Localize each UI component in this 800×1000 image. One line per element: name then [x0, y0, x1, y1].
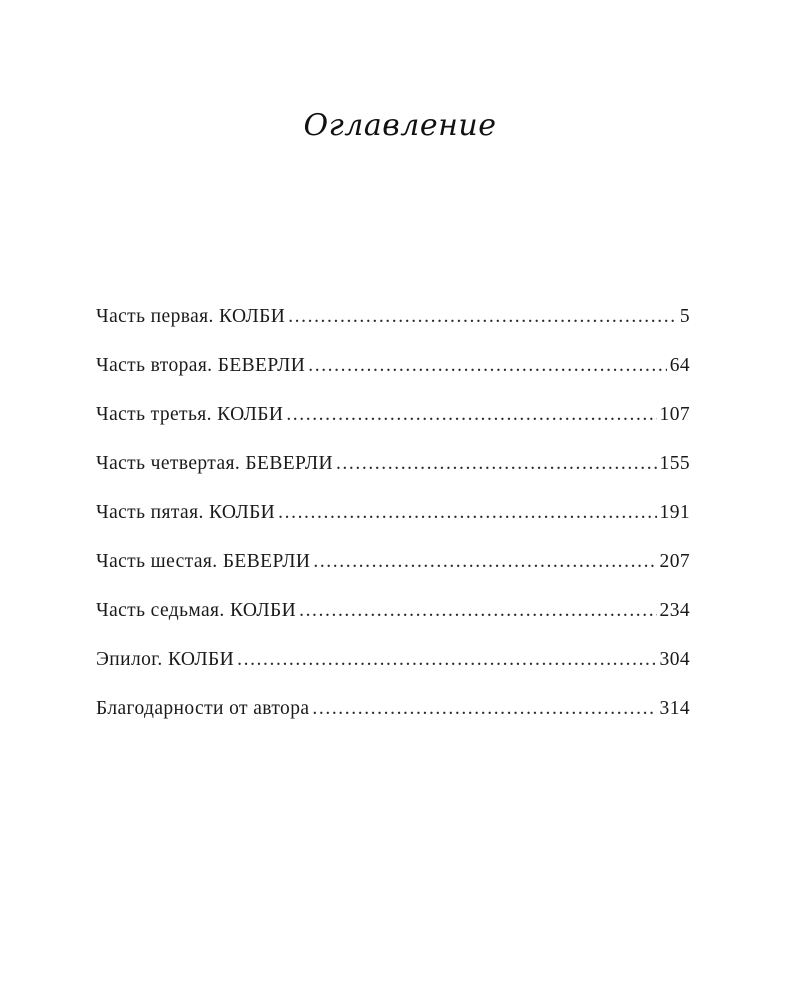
toc-entry-page: 107 — [659, 404, 690, 425]
toc-entry — [96, 551, 690, 600]
toc-entry-page: 64 — [669, 355, 690, 376]
dot-leader — [336, 453, 657, 475]
toc-entry — [96, 404, 690, 453]
toc-entry — [96, 453, 690, 502]
toc-entry — [96, 306, 690, 355]
toc-entry — [96, 649, 690, 698]
toc-entry — [96, 600, 690, 649]
toc-entry-page: 314 — [659, 698, 690, 719]
toc-entry-label: Часть третья. КОЛБИ — [96, 404, 284, 425]
toc-entry-page: 155 — [659, 453, 690, 474]
table-of-contents — [96, 306, 690, 747]
toc-entry — [96, 355, 690, 404]
toc-entry-label: Часть вторая. БЕВЕРЛИ — [96, 355, 306, 376]
toc-entry-label: Часть седьмая. КОЛБИ — [96, 600, 297, 621]
toc-entry-label: Эпилог. КОЛБИ — [96, 649, 235, 670]
dot-leader — [313, 551, 656, 573]
dot-leader — [278, 502, 656, 524]
dot-leader — [286, 404, 656, 426]
toc-entry-page: 304 — [659, 649, 690, 670]
dot-leader — [308, 355, 666, 377]
toc-entry-page: 207 — [659, 551, 690, 572]
dot-leader — [312, 698, 656, 720]
toc-entry-page: 5 — [679, 306, 690, 327]
toc-entry-label: Благодарности от автора — [96, 698, 310, 719]
toc-entry-label: Часть четвертая. БЕВЕРЛИ — [96, 453, 333, 474]
toc-entry-label: Часть шестая. БЕВЕРЛИ — [96, 551, 311, 572]
toc-title: Оглавление — [303, 108, 497, 143]
toc-entry-page: 234 — [659, 600, 690, 621]
toc-entry — [96, 698, 690, 747]
toc-entry-page: 191 — [659, 502, 690, 523]
toc-entry-label: Часть первая. КОЛБИ — [96, 306, 286, 327]
dot-leader — [237, 649, 656, 671]
toc-entry — [96, 502, 690, 551]
dot-leader — [299, 600, 656, 622]
dot-leader — [288, 306, 677, 328]
toc-entry-label: Часть пятая. КОЛБИ — [96, 502, 276, 523]
